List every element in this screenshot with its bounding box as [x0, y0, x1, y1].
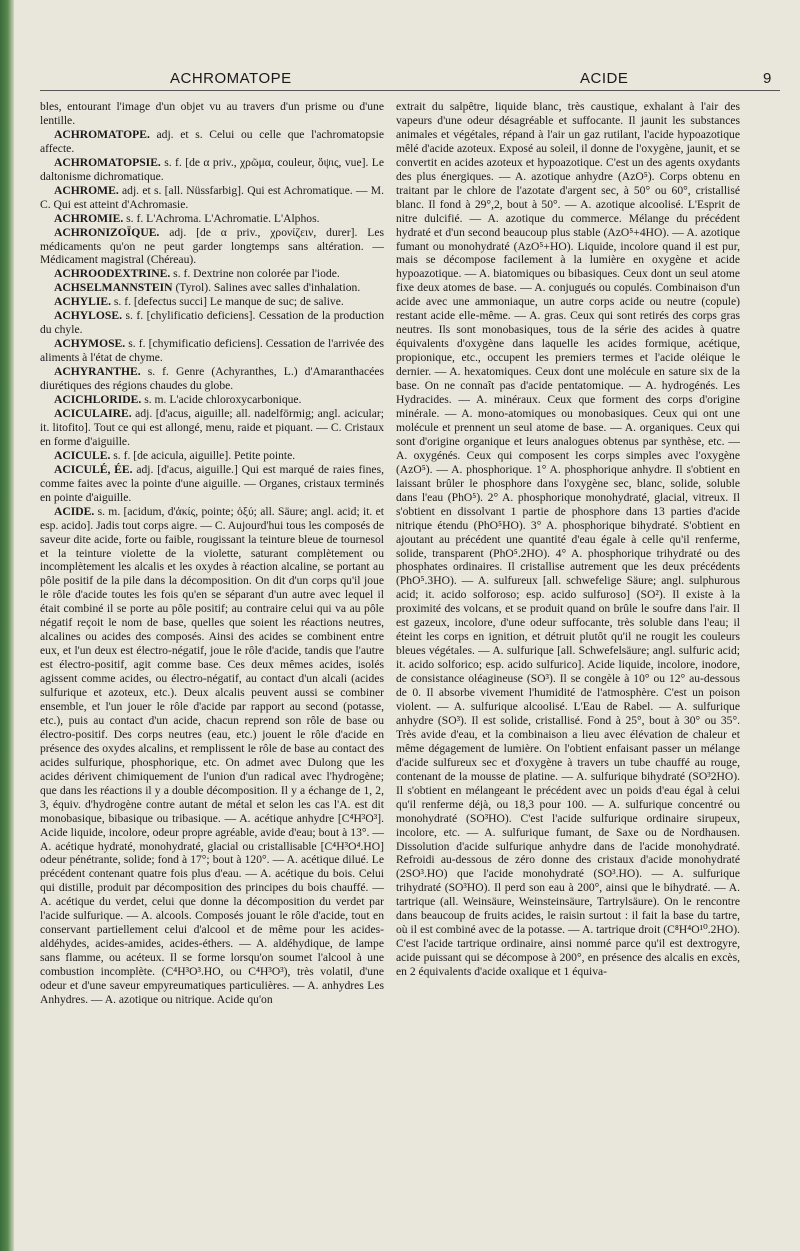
dictionary-entry [396, 100, 740, 979]
entry-text: adj. [d'acus, aiguille.] Qui est marqué de raies fines, comme faites avec la pointe d'une aiguille. — Organes, cristaux terminés en pointe d'aiguille. [40, 462, 384, 504]
page-number: 9 [763, 70, 772, 87]
right-column [396, 100, 740, 1236]
dictionary-entry [40, 184, 384, 212]
entry-headword: ACHYLIE. [54, 295, 112, 309]
entry-headword: ACHROMATOPE. [54, 127, 150, 141]
entry-headword: ACHROODEXTRINE. [54, 267, 171, 281]
dictionary-entry [40, 267, 384, 281]
dictionary-entry [40, 337, 384, 365]
dictionary-entry [40, 295, 384, 309]
dictionary-entry [40, 463, 384, 505]
header-right-word: ACIDE [580, 70, 629, 87]
entry-text: s. f. [de α priv., χρῶμα, couleur, ὄψις, vue]. Le daltonisme dichromatique. [40, 155, 384, 183]
entry-headword: ACICULE. [54, 448, 111, 462]
dictionary-entry [40, 365, 384, 393]
entry-text: adj. et s. [all. Nüssfarbig]. Qui est Achromatique. — M. C. Qui est atteint d'Achromasie. [40, 183, 384, 211]
dictionary-entry [40, 505, 384, 1007]
header-rule [40, 90, 780, 91]
dictionary-entry [40, 100, 384, 128]
dictionary-entry [40, 212, 384, 226]
running-header [40, 68, 780, 92]
dictionary-entry [40, 407, 384, 449]
entry-text: adj. [d'acus, aiguille; all. nadelförmig; angl. acicular; it. litofito]. Tout ce qui est allongé, menu, raide et piquant. — C. Cristaux en forme d'aiguille. [40, 406, 384, 448]
entry-headword: ACICULAIRE. [54, 406, 132, 420]
entry-headword: ACHROME. [54, 183, 119, 197]
dictionary-entry [40, 226, 384, 268]
entry-text: s. f. [defectus succi] Le manque de suc; de salive. [111, 295, 344, 309]
entry-text: s. f. [de acicula, aiguille]. Petite pointe. [110, 448, 296, 462]
dictionary-entry [40, 309, 384, 337]
entry-text: s. f. L'Achroma. L'Achromatie. L'Alphos. [123, 211, 320, 225]
entry-headword: ACICULÉ, ÉE. [54, 462, 133, 476]
dictionary-entry [40, 281, 384, 295]
entry-text: s. f. Genre (Achyranthes, L.) d'Amaranthacées diurétiques des régions chaudes du globe. [40, 365, 384, 393]
entry-text: s. m. L'acide chloroxycarbonique. [141, 393, 302, 407]
entry-text: adj. et s. Celui ou celle que l'achromatopsie affecte. [40, 127, 384, 155]
entry-text: s. m. [acidum, d'ἀκίς, pointe; ὀξύ; all. Säure; angl. acid; it. et esp. acido]. Jadis tout corps aigre. — C. Aujourd'hui tous les composés de saveur dite acide, forte ou faible, rougissant la teinture bleue de tournesol et la teinture violette de la violette, saturant complètement ou incomplètement les alcalis et les oxydes à réaction alcaline, se portant au pôle positif de la pile dans la décomposition. On dit d'un corps qu'il joue le rôle d'acide toutes les fois qu'en se séparant d'un autre avec lequel il était combiné il se porte au pôle positif; au contraire celui qui va au pôle négatif reçoit le nom de base, quelles que soient les réactions neutres, alcalines ou acides des composés. Ainsi des acides se combinent entre eux, et l'un deux est électro-négatif, joue le rôle d'acide, tandis que l'autre est électro-positif, agit comme base. Ces deux mêmes acides, isolés agissent comme acides, ou électro-négatif, au contact d'un alcali (acides sulfurique et azoteux, etc.). Deux alcalis peuvent aussi se combiner ensemble, et l'un jouer le rôle d'acide par rapport au second (potasse, etc.), puis au contact d'un acide, chacun reprend son rôle de base ou électro-positif. Des corps neutres (eau, etc.) jouent le rôle d'acide en présence des oxydes alcalins, et remplissent le rôle de base au contact des acides sulfurique, phosphorique, etc. On admet avec Dulong que les acides dérivent chimiquement de l'union d'un radical avec l'hydrogène; que dans les réactions il y a double décomposition. Il y a échange de 1, 2, 3, équiv. d'hydrogène contre autant de métal et selon les cas l'A. est dit monobasique, bibasique ou tribasique. — A. acétique anhydre [C⁴H³O³]. Acide liquide, incolore, odeur propre agréable, avide d'eau; bout à 13°. — A. acétique hydraté, monohydraté, glacial ou cristallisable [C⁴H³O⁴.HO] odeur pénétrante, solide; fond à 17°; bout à 120°. — A. acétique dilué. Le précédent contenant quatre fois plus d'eau. — A. acétique du bois. Celui qui distille, produit par décomposition des principes du bois chauffé. — A. acétique du verdet, celui que donne la décomposition du verdet par l'acide sulfurique. — A. alcools. Composés jouant le rôle d'acide, tout en conservant partiellement celui d'alcool et de même pour les acides-aldéhydes, acides-amides, acides-éthers. — A. aldéhydique, de lampe sans flamme, ou acéteux. Il se forme lorsqu'on soumet l'alcool à une combustion incomplète. (C⁴H³O³.HO, ou C⁴H³O³), très volatil, d'une odeur et d'une saveur empyreumatiques particulières. — A. anhydres Les Anhydres. — A. azotique ou nitrique. Acide qu'on [40, 504, 384, 1006]
left-column [40, 100, 384, 1236]
entry-text: adj. [de α priv., χρονίζειν, durer]. Les médicaments qu'on ne peut garder longtemps sans altération. — Médicament magistral (Chéreau). [40, 225, 384, 267]
entry-text: s. f. [chylificatio deficiens]. Cessation de la production du chyle. [40, 309, 384, 337]
entry-headword: ACICHLORIDE. [54, 393, 142, 407]
entry-headword: ACHRONIZOÏQUE. [54, 225, 160, 239]
header-left-word: ACHROMATOPE [170, 70, 292, 87]
entry-headword: ACHYLOSE. [54, 309, 122, 323]
dictionary-entry [40, 156, 384, 184]
entry-headword: ACHYRANTHE. [54, 365, 141, 379]
entry-headword: ACHROMATOPSIE. [54, 155, 161, 169]
dictionary-entry [40, 128, 384, 156]
dictionary-entry [40, 393, 384, 407]
dictionary-entry [40, 449, 384, 463]
entry-text: (Tyrol). Salines avec salles d'inhalation. [172, 281, 361, 295]
entry-text: s. f. [chymificatio deficiens]. Cessation de l'arrivée des aliments à l'état de chyme. [40, 337, 384, 365]
page-binding-edge [0, 0, 14, 1251]
entry-headword: ACIDE. [54, 504, 95, 518]
entry-headword: ACHSELMANNSTEIN [54, 281, 173, 295]
entry-text: s. f. Dextrine non colorée par l'iode. [170, 267, 340, 281]
entry-headword: ACHROMIE. [54, 211, 124, 225]
entry-headword: ACHYMOSE. [54, 337, 126, 351]
entry-text: extrait du salpêtre, liquide blanc, très caustique, exhalant à l'air des vapeurs d'une odeur désagréable et suffocante. Il jaunit les substances animales et végétales, répand à l'air un gaz rutilant, l'acide hypoazotique mêlé d'acide azoteux. Exposé au soleil, il donne de l'oxygène, jaunit, et se convertit en acides azoteux et hypoazotique. C'est un des agents oxydants des plus énergiques. — A. azotique anhydre (AzO⁵). Corps obtenu en traitant par le chlore de l'azotate d'argent sec, à 50° ou 60°, cristallisé blanc. Il fond à 29°,2, bout à 50°. — A. azotique alcoolisé. L'Esprit de nitre dulcifié. — A. azotique du commerce. Mélange du précédent hydraté et d'un second beaucoup plus stable (AzO⁵+4HO). — A. azotique fumant ou monohydraté (AzO⁵+HO). Liquide, incolore quand il est pur, mais se décompose facilement à la lumière en oxygène et acide hypoazotique. — A. biatomiques ou bibasiques. Ceux dont un seul atome fixe deux atomes de base. — A. conjugués ou copulés. Combinaison d'un acide avec une ammoniaque, un autre corps acide ou neutre (copule) restant acide elle-même. — A. gras. Ceux qui sont retirés des corps gras neutres. Ils sont monobasiques, tous de la série des acides à quatre équivalents d'oxygène dans laquelle les acides formique, acétique, propionique, etc., occupent les premiers termes et l'acide oléique le dernier. — A. hexatomiques. Ceux dont une molécule en sature six de la base. On ne connaît pas d'acide pentatomique. — A. hydrogénés. Les Hydracides. — A. minéraux. Ceux que forment des corps d'origine minérale. — A. mono-atomiques ou monobasiques. Ceux qui ont une molécule et prennent un seul atome de base. — A. organiques. Ceux qui sont d'origine organique et leurs analogues obtenus par synthèse, etc. — A. oxygénés. Ceux qui composent les corps simples avec l'oxygène (AzO⁵). — A. phosphorique. 1° A. phosphorique anhydre. Il s'obtient en laissant brûler le phosphore dans l'oxygène sec, blanc, solide, soluble dans l'eau (PhO⁵). 2° A. phosphorique monohydraté, glacial, vitreux. Il s'obtient en dissolvant 1 partie de phosphore dans 13 parties d'acide nitrique étendu (PhO⁵HO). 3° A. phosphorique bihydraté. S'obtient en ajoutant au précédent une quantité d'eau égale à celle qu'il renferme, solide, transparent (PhO⁵.2HO). 4° A. phosphorique trihydraté ou des phosphates ordinaires. Il cristallise autrement que les deux précédents (PhO⁵.3HO). — A. sulfureux [all. schwefelige Säure; angl. sulphurous acid; it. acido solforoso; esp. acido sulfuroso] (SO²). Il existe à la proximité des volcans, et se produit quand on brûle le soufre dans l'air. Il est gazeux, incolore, d'une odeur suffocante, très soluble dans l'eau; il éteint les corps en ignition, et détruit plutôt qu'il ne rougit les couleurs bleues végétales. — A. sulfurique [all. Schwefelsäure; angl. sulfuric acid; it. acido solforico; esp. acido sulfurico]. Acide liquide, incolore, inodore, de consistance oléagineuse (SO³). Il se congèle à 10° ou 12° au-dessous de 0. Il absorbe vivement l'humidité de l'atmosphère. C'est un poison violent. — A. sulfurique alcoolisé. L'Eau de Rabel. — A. sulfurique anhydre (SO³). Il est solide, cristallisé. Fond à 25°, bout à 30° ou 35°. Très avide d'eau, et la combinaison a lieu avec élévation de chaleur et même dégagement de lumière. On l'obtient enfaisant passer un mélange d'acide sulfureux sec et d'oxygène à travers un tube chauffé au rouge, contenant de la mousse de platine. — A. sulfurique bihydraté (SO³2HO). Il s'obtient en mélangeant le précédent avec un poids d'eau égal à celui qu'il renferme déjà, ou 18,3 pour 100. — A. sulfurique concentré ou monohydraté (SO³HO). C'est l'acide sulfurique ordinaire sirupeux, incolore, etc. — A. sulfurique fumant, de Saxe ou de Nordhausen. Dissolution d'acide sulfurique anhydre dans de l'acide monohydraté. Refroidi au-dessous de zéro donne des cristaux d'acide monohydraté (2SO³.HO) que l'acide monohydraté (SO³.HO). — A. sulfurique trihydraté (SO³HO). Il perd son eau à 200°, ainsi que le bihydraté. — A. tartrique (all. Weinsäure, Weinsteinsäure, Tartrylsäure). On le rencontre dans beaucoup de fruits acides, le raisin surtout : il fait la base du tartre, où il est combiné avec de la potasse. — A. tartrique droit (C⁸H⁴O¹⁰.2HO). C'est l'acide tartrique ordinaire, ainsi nommé parce qu'il est dextrogyre, acide puissant qui se décompose à 200°, en présence des alcalis en excès, en 2 équivalents d'acide oxalique et 1 équiva- [396, 100, 740, 979]
entry-text: bles, entourant l'image d'un objet vu au travers d'un prisme ou d'une lentille. [40, 100, 384, 127]
